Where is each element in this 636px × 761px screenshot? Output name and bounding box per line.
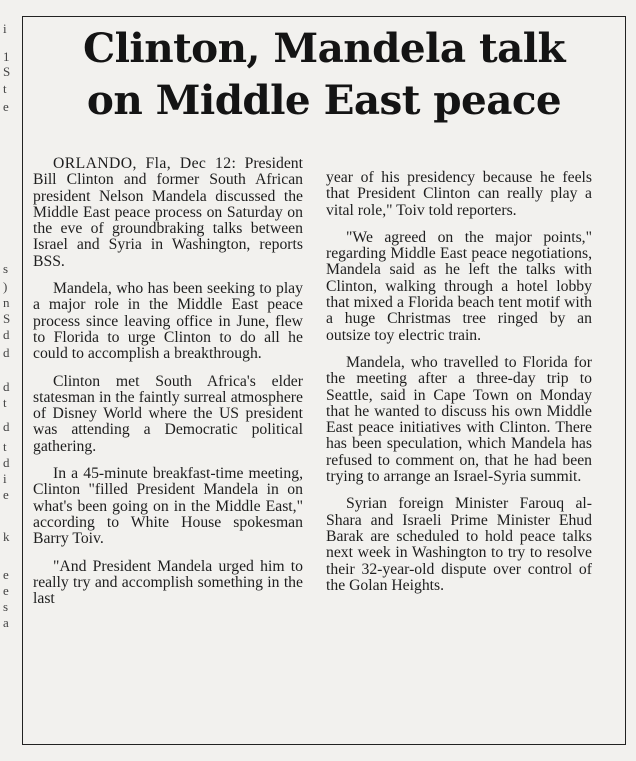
- article-paragraph: "And President Mandela urged him to really try and accomplish something in the last: [33, 557, 303, 608]
- gutter-fragment: d: [3, 379, 10, 394]
- gutter-fragment: d: [3, 419, 10, 434]
- gutter-fragment: t: [3, 81, 7, 96]
- article-paragraph: Mandela, who has been seeking to play a major role in the Middle East peace process since leaving office in June, flew to Florida to urge Clinton to do all he could to accomplish a breakthrough.: [33, 280, 303, 363]
- article-paragraph-continued: year of his presidency because he feels that President Clinton can really play a vital role," Toiv told reporters.: [326, 169, 592, 219]
- gutter-fragment: d: [3, 345, 10, 360]
- gutter-fragment: ): [3, 279, 8, 294]
- gutter-fragment: e: [3, 487, 9, 502]
- article-column-left: [33, 156, 303, 618]
- dateline: ORLANDO, Fla, Dec 12:: [53, 155, 237, 172]
- gutter-fragment: 1: [3, 49, 10, 64]
- gutter-fragment: d: [3, 455, 10, 470]
- gutter-fragment: i: [3, 471, 7, 486]
- gutter-fragment: s: [3, 599, 9, 614]
- gutter-fragment: e: [3, 583, 9, 598]
- gutter-fragment: e: [3, 567, 9, 582]
- article-paragraph: [33, 156, 303, 270]
- paragraph-text: President Bill Clinton and former South African president Nelson Mandela discussed the Middle East peace process on Saturday on the eve of groundbraking talks between Israel and Syria in Washington, reports BSS.: [33, 155, 303, 270]
- gutter-fragment: t: [3, 395, 7, 410]
- gutter-fragment: S: [3, 311, 11, 326]
- headline: [22, 22, 626, 126]
- gutter-fragment: e: [3, 99, 9, 114]
- gutter-fragment: t: [3, 439, 7, 454]
- article-column-right: [326, 170, 592, 605]
- gutter-fragment: a: [3, 615, 9, 630]
- gutter-fragment: d: [3, 327, 10, 342]
- gutter-fragment: S: [3, 64, 11, 79]
- article-paragraph: Clinton met South Africa's elder statesman in the faintly surreal atmosphere of Disney World where the US president was attending a Democratic political gathering.: [33, 372, 303, 455]
- article-paragraph: In a 45-minute breakfast-time meeting, Clinton "filled President Mandela in on what's been going on in the Middle East," according to White House spokesman Barry Toiv.: [33, 465, 303, 548]
- article-paragraph: "We agreed on the major points," regarding Middle East peace negotiations, Mandela said as he left the talks with Clinton, walking through a hotel lobby that mixed a Florida beach tent motif with a huge Christmas tree ringed by an outsize toy electric train.: [326, 228, 592, 344]
- gutter-fragment: k: [3, 529, 10, 544]
- article-paragraph: Mandela, who travelled to Florida for the meeting after a three-day trip to Seattle, said in Cape Town on Monday that he wanted to discuss his own Middle East peace initiatives with Clinton. There has been speculation, which Mandela has refused to comment on, that he had been trying to arrange an Israel-Syria summit.: [326, 353, 592, 486]
- headline-line-2: on Middle East peace: [86, 76, 562, 124]
- gutter-fragment: i: [3, 21, 7, 36]
- gutter-fragment: s: [3, 261, 9, 276]
- article-paragraph: Syrian foreign Minister Farouq al-Shara and Israeli Prime Minister Ehud Barak are scheduled to hold peace talks next week in Washington to try to resolve their 32-year-old dispute over control of the Golan Heights.: [326, 495, 592, 594]
- headline-line-1: Clinton, Mandela talk: [83, 24, 565, 72]
- gutter-fragment: n: [3, 295, 10, 310]
